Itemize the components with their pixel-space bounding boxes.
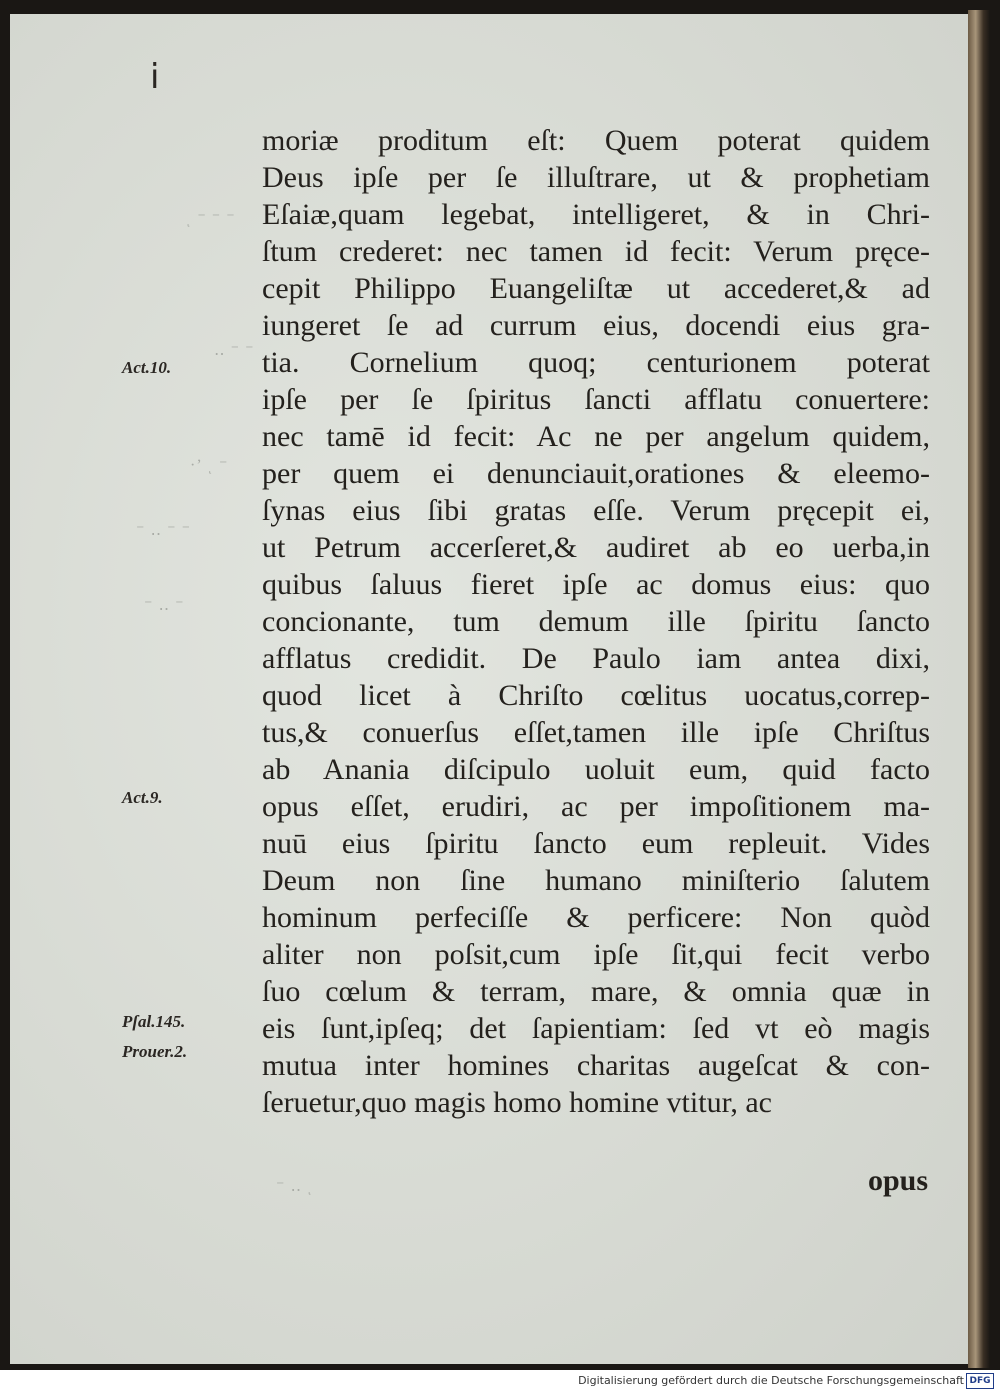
text-line: cepit Philippo Euangeliſtæ ut accederet,& ad	[262, 272, 930, 305]
text-line: ſynas eius ſibi gratas eſſe. Verum pręcepit ei,	[262, 494, 930, 527]
catchword: opus	[867, 1164, 928, 1197]
text-line: ut Petrum accerſeret,& audiret ab eo uerba,in	[262, 531, 930, 564]
text-line: concionante, tum demum ille ſpiritu ſancto	[262, 605, 930, 638]
text-line: quibus ſaluus fieret ipſe ac domus eius: quo	[262, 568, 930, 601]
text-line: mutua inter homines charitas augeſcat & con-	[262, 1049, 930, 1082]
text-line: ipſe per ſe ſpiritus ſancti afflatu conuertere:	[262, 383, 930, 416]
show-through-mark: ͺ ⁻ ⁻ ⁻	[186, 210, 236, 227]
text-line: tus,& conuerſus eſſet,tamen ille ipſe Chriſtus	[262, 716, 930, 749]
show-through-mark: ⁻ ‥ ͺ	[276, 1178, 314, 1195]
margin-note: Prouer.2.	[122, 1042, 188, 1061]
text-line: ſuo cœlum & terram, mare, & omnia quæ in	[262, 975, 930, 1008]
text-line: Deus ipſe per ſe illuſtrare, ut & prophetiam	[262, 161, 930, 194]
show-through-mark: ‥ ⁻ ⁻	[214, 342, 255, 359]
text-line: quod licet à Chriſto cœlitus uocatus,correp-	[262, 679, 930, 712]
text-line: nec tamē id fecit: Ac ne per angelum quidem,	[262, 420, 930, 453]
dfg-logo: DFG	[966, 1373, 994, 1389]
text-line: moriæ proditum eſt: Quem poterat quidem	[262, 124, 930, 157]
text-line: Deum non ſine humano miniſterio ſalutem	[262, 864, 930, 897]
margin-note: Pſal.145.	[122, 1012, 186, 1031]
page-edge	[968, 10, 990, 1368]
text-line: ſeruetur,quo magis homo homine vtitur, ac	[262, 1086, 772, 1119]
text-line: nuū eius ſpiritu ſancto eum repleuit. Vides	[262, 827, 930, 860]
text-line: ab Anania diſcipulo uoluit eum, quid facto	[262, 753, 930, 786]
margin-note: Act.10.	[122, 358, 172, 377]
text-line: tia. Cornelium quoq; centurionem poterat	[262, 346, 930, 379]
margin-note: Act.9.	[122, 788, 163, 807]
text-line: Eſaiæ,quam legebat, intelligeret, & in Chri-	[262, 198, 930, 231]
text-line: ſtum crederet: nec tamen id fecit: Verum pręce-	[262, 235, 930, 268]
text-line: aliter non poſsit,cum ipſe ſit,qui fecit verbo	[262, 938, 930, 971]
pencil-mark: i	[150, 57, 160, 97]
text-line: eis ſunt,ipſeq; det ſapientiam: ſed vt eò magis	[262, 1012, 930, 1045]
text-line: opus eſſet, erudiri, ac per impoſitionem ma-	[262, 790, 930, 823]
text-line: afflatus credidit. De Paulo iam antea dixi,	[262, 642, 930, 675]
body-text	[262, 122, 930, 1121]
show-through-mark: ⁻ ‥ ⁻ ⁻	[136, 522, 192, 539]
footer-credit: Digitalisierung gefördert durch die Deutsche Forschungsgemeinschaft	[578, 1374, 964, 1387]
text-line: iungeret ſe ad currum eius, docendi eius gra-	[262, 309, 930, 342]
show-through-mark: ⁻ ‥ ⁻	[144, 597, 185, 614]
show-through-mark: ·ʼ ͺ ⁻	[190, 457, 229, 474]
text-line: hominum perfeciſſe & perficere: Non quòd	[262, 901, 930, 934]
text-line: per quem ei denunciauit,orationes & eleemo-	[262, 457, 930, 490]
